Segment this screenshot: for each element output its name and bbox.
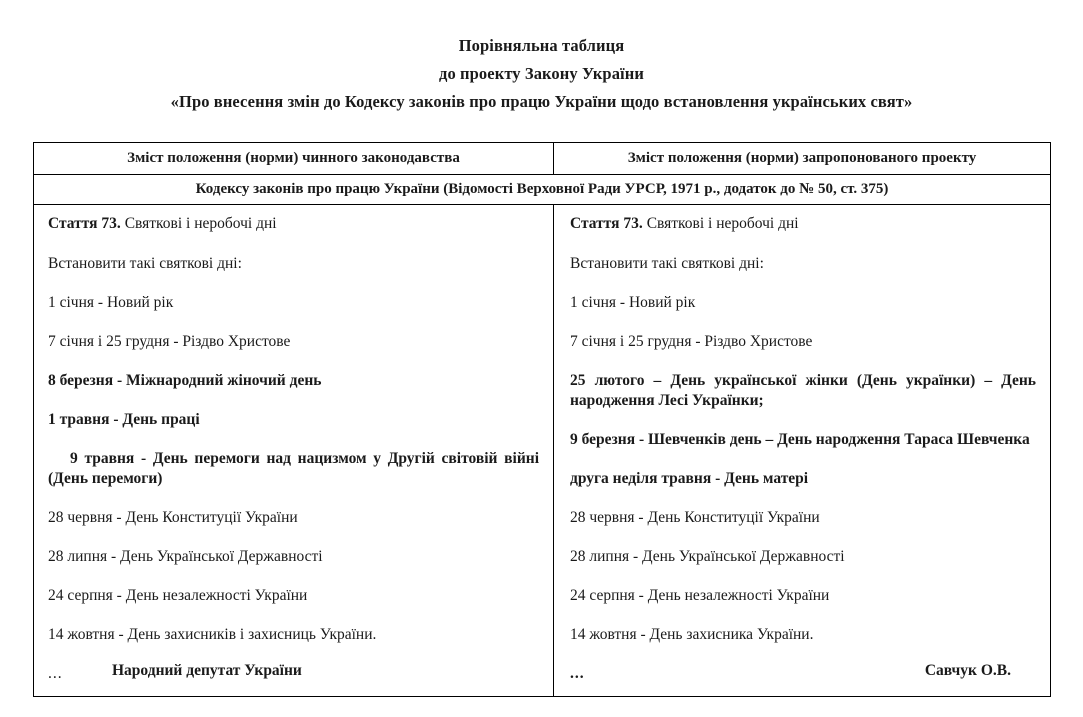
left-intro: Встановити такі святкові дні:	[48, 255, 242, 272]
comparison-table-wrapper	[33, 142, 1050, 697]
right-item-3: 25 лютого – День української жінки (День українки) – День народження Лесі Українки;	[570, 372, 1036, 409]
comparison-table	[33, 142, 1051, 697]
right-item-7: 28 липня - День Української Державності	[570, 548, 845, 565]
left-item-7: 28 липня - День Української Державності	[48, 548, 323, 565]
right-article-label: Стаття 73.	[570, 215, 643, 232]
body-cell-proposed-draft	[554, 205, 1051, 697]
header-cell-current-law: Зміст положення (норми) чинного законодавства	[34, 143, 554, 175]
title-line-2: до проекту Закону України	[439, 64, 644, 83]
right-item-1: 1 січня - Новий рік	[570, 294, 696, 311]
right-item-6: 28 червня - День Конституції України	[570, 509, 820, 526]
left-item-6: 28 червня - День Конституції України	[48, 509, 298, 526]
left-ellipsis: ...	[48, 665, 63, 682]
right-intro: Встановити такі святкові дні:	[570, 255, 764, 272]
left-item-8: 24 серпня - День незалежності України	[48, 587, 308, 604]
right-item-9: 14 жовтня - День захисника України.	[570, 626, 814, 643]
left-item-4: 1 травня - День праці	[48, 411, 200, 428]
left-item-3: 8 березня - Міжнародний жіночий день	[48, 372, 322, 389]
table-body-row	[34, 205, 1051, 697]
right-item-4: 9 березня - Шевченків день – День народження Тараса Шевченка	[570, 431, 1030, 448]
right-item-8: 24 серпня - День незалежності України	[570, 587, 830, 604]
left-article-heading	[48, 214, 539, 234]
title-line-1: Порівняльна таблиця	[458, 36, 625, 55]
signature-role: Народний депутат України	[112, 662, 302, 679]
title-line-3: «Про внесення змін до Кодексу законів про працю України щодо встановлення українських свят»	[170, 92, 913, 111]
right-article-heading	[570, 214, 1036, 234]
signature-row	[33, 662, 1050, 680]
body-cell-current-law	[34, 205, 554, 697]
left-article-label: Стаття 73.	[48, 215, 121, 232]
table-header-row	[34, 143, 1051, 175]
left-article-title: Святкові і неробочі дні	[120, 215, 277, 232]
left-item-1: 1 січня - Новий рік	[48, 294, 174, 311]
right-ellipsis: ...	[570, 665, 585, 682]
right-article-title: Святкові і неробочі дні	[642, 215, 799, 232]
left-item-2: 7 січня і 25 грудня - Різдво Христове	[48, 333, 291, 350]
table-subtitle-row	[34, 175, 1051, 205]
document-title-block	[0, 0, 1083, 116]
right-item-5: друга неділя травня - День матері	[570, 470, 809, 487]
header-cell-proposed-draft: Зміст положення (норми) запропонованого проекту	[554, 143, 1051, 175]
left-item-9: 14 жовтня - День захисників і захисниць України.	[48, 626, 377, 643]
subtitle-cell-code-reference: Кодексу законів про працю України (Відомості Верховної Ради УРСР, 1971 р., додаток до № 50, ст. 375)	[34, 175, 1051, 205]
right-item-2: 7 січня і 25 грудня - Різдво Христове	[570, 333, 813, 350]
signature-name: Савчук О.В.	[924, 662, 1011, 679]
left-item-5: 9 травня - День перемоги над нацизмом у Другій світовій війні (День перемоги)	[48, 450, 539, 487]
